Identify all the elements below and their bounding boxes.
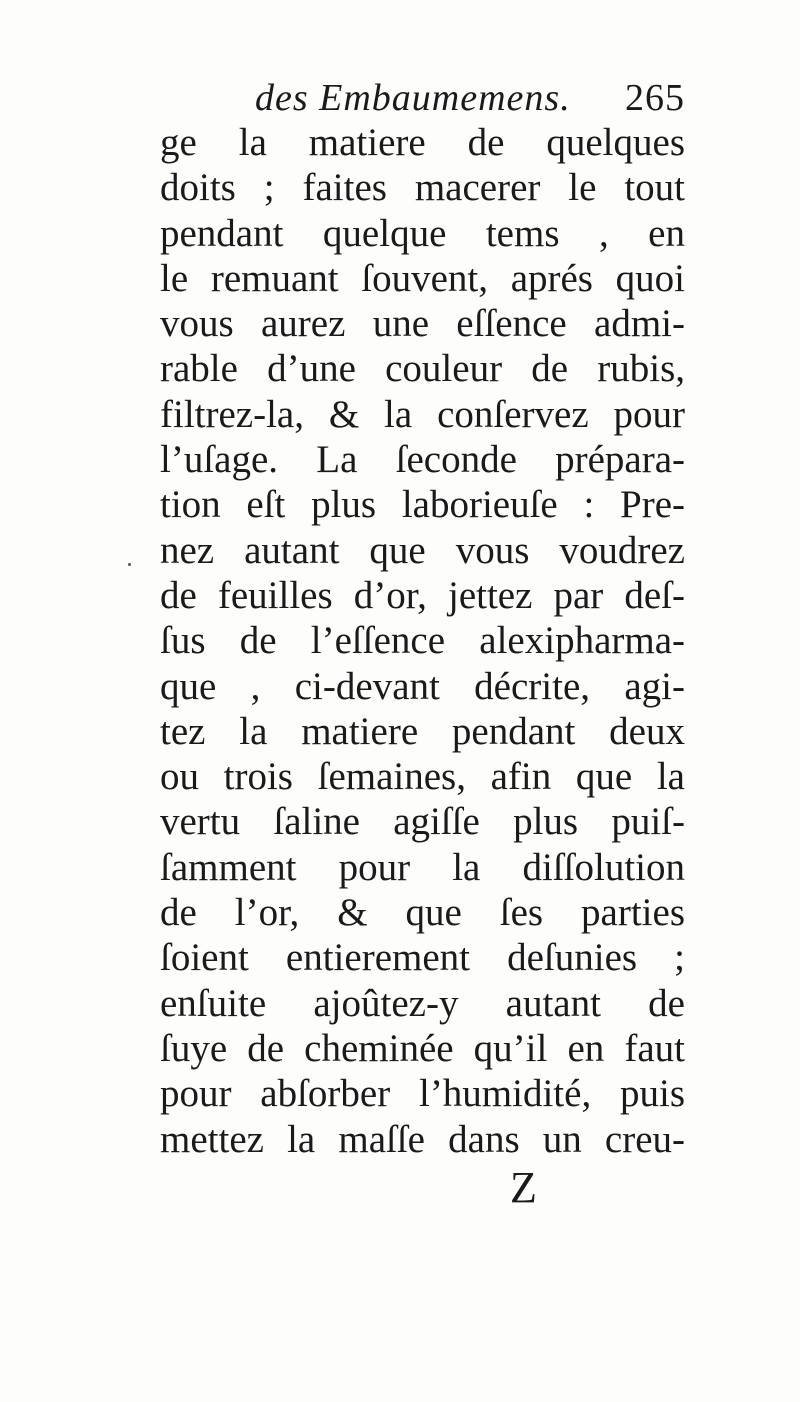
- text-line: doits ; faites macerer le tout: [160, 166, 685, 210]
- running-title: des Embaumemens.: [255, 77, 571, 119]
- text-line: de feuilles d’or, jettez par deſ-: [160, 573, 685, 617]
- text-line: tez la matiere pendant deux: [160, 709, 685, 753]
- text-line: tion eſt plus laborieuſe : Pre-: [160, 483, 685, 527]
- text-line: rable d’une couleur de rubis,: [160, 347, 685, 391]
- text-line: ſoient entierement deſunies ;: [160, 936, 685, 980]
- text-line: filtrez-la, & la conſervez pour: [160, 392, 685, 436]
- text-line: ou trois ſemaines, afin que la: [160, 755, 685, 799]
- text-line: pour abſorber l’humidité, puis: [160, 1072, 685, 1116]
- text-line: vous aurez une eſſence admi-: [160, 302, 685, 346]
- text-line: mettez la maſſe dans un creu-: [160, 1117, 685, 1161]
- page-number: 265: [625, 77, 685, 119]
- print-speck: [128, 563, 131, 566]
- body-text: [160, 120, 685, 1162]
- text-line: que , ci-devant décrite, agi-: [160, 664, 685, 708]
- text-line: pendant quelque tems , en: [160, 211, 685, 255]
- text-line: enſuite ajoûtez-y autant de: [160, 981, 685, 1025]
- text-line: l’uſage. La ſeconde prépara-: [160, 438, 685, 482]
- text-line: ſamment pour la diſſolution: [160, 845, 685, 889]
- text-line: nez autant que vous voudrez: [160, 528, 685, 572]
- running-head: [255, 72, 685, 124]
- text-line: de l’or, & que ſes parties: [160, 891, 685, 935]
- signature-mark: Z: [510, 1163, 537, 1212]
- text-line: le remuant ſouvent, aprés quoi: [160, 256, 685, 300]
- text-line: ſuye de cheminée qu’il en faut: [160, 1026, 685, 1070]
- text-line: ge la matiere de quelques: [160, 121, 685, 164]
- text-line: vertu ſaline agiſſe plus puiſ-: [160, 800, 685, 844]
- text-line: ſus de l’eſſence alexipharma-: [160, 619, 685, 663]
